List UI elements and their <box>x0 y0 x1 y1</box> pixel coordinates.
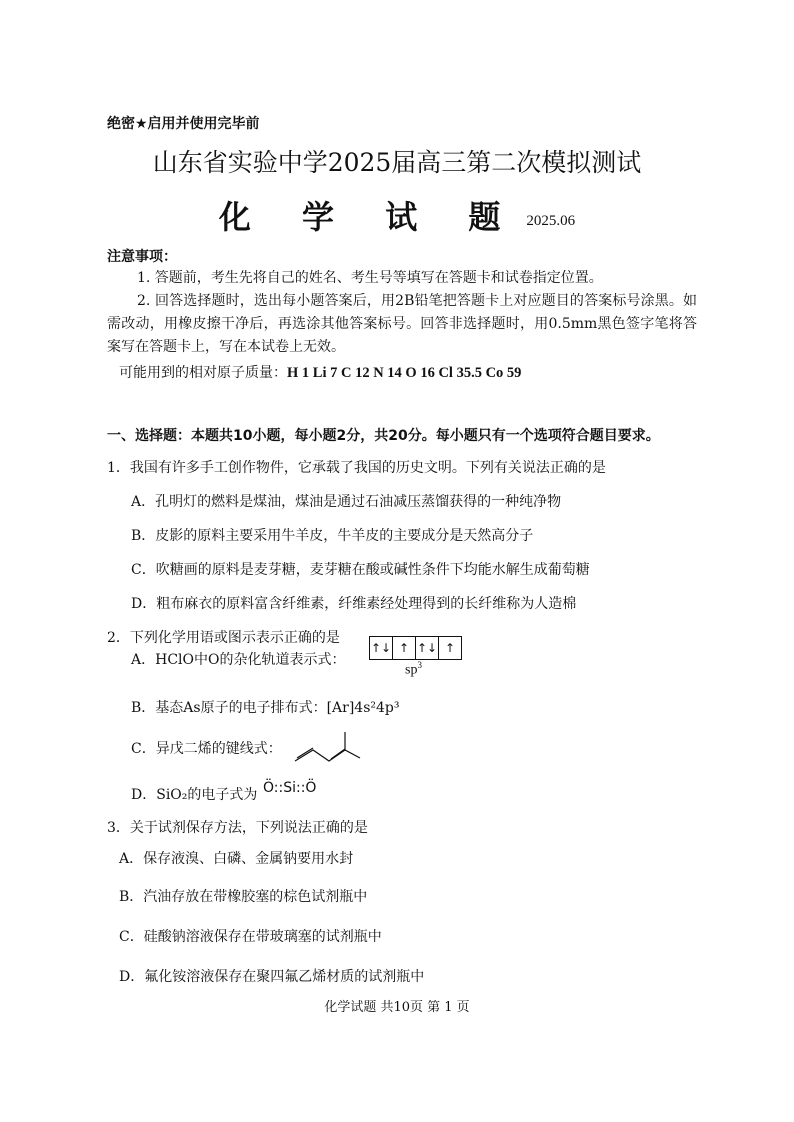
secret-mark: 绝密★启用并使用完毕前 <box>107 116 260 132</box>
atomic-values: H 1 Li 7 C 12 N 14 O 16 Cl 35.5 Co 59 <box>287 365 522 381</box>
question-2-option-d: D．SiO₂的电子式为 <box>131 787 258 803</box>
section-title: 一、选择题：本题共10小题，每小题2分，共20分。每小题只有一个选项符合题目要求。 <box>107 428 660 444</box>
isoprene-skeletal-formula <box>293 728 363 764</box>
question-2-stem: 2．下列化学用语或图示表示正确的是 <box>107 630 340 646</box>
question-1-option-c: C．吹糖画的原料是麦芽糖，麦芽糖在酸或碱性条件下均能水解生成葡萄糖 <box>131 562 590 578</box>
atomic-masses <box>119 362 521 382</box>
notice-title: 注意事项： <box>107 249 177 265</box>
question-3-stem: 3．关于试剂保存方法，下列说法正确的是 <box>107 820 368 836</box>
orbital-diagram <box>369 636 462 660</box>
orbital-cell: ↑↓ <box>416 637 439 659</box>
question-1-option-b: B．皮影的原料主要采用牛羊皮，牛羊皮的主要成分是天然高分子 <box>131 528 534 544</box>
question-1-stem: 1．我国有许多手工创作物件，它承载了我国的历史文明。下列有关说法正确的是 <box>107 460 606 476</box>
question-3-option-a: A．保存液溴、白磷、金属钠要用水封 <box>119 851 354 867</box>
question-1-option-a: A．孔明灯的燃料是煤油，煤油是通过石油减压蒸馏获得的一种纯净物 <box>131 494 562 510</box>
notice-item-1: 1. 答题前，考生先将自己的姓名、考生号等填写在答题卡和试卷指定位置。 <box>137 270 603 286</box>
sio2-electron-formula: Ö::Si::Ö <box>263 780 317 796</box>
orbital-cell: ↑↓ <box>370 637 393 659</box>
question-3-option-b: B．汽油存放在带橡胶塞的棕色试剂瓶中 <box>119 889 368 905</box>
question-1-option-d: D．粗布麻衣的原料富含纤维素，纤维素经处理得到的长纤维称为人造棉 <box>131 596 577 612</box>
subject-row <box>0 192 794 238</box>
notice-item-2: 2. 回答选择题时，选出每小题答案后，用2B铅笔把答题卡上对应题目的答案标号涂黑。如需改动，用橡皮擦干净后，再选涂其他答案标号。回答非选择题时，用0.5mm黑色签字笔将答案写在答题卡上，写在本试卷上无效。 <box>107 293 697 355</box>
question-2-option-a: A．HClO中O的杂化轨道表示式： <box>131 652 346 668</box>
orbital-cell: ↑ <box>444 641 456 655</box>
orbital-cell: ↑ <box>393 637 416 659</box>
question-2-option-c: C．异戊二烯的键线式： <box>131 741 282 757</box>
orbital-label: $sp^3$ <box>405 660 422 678</box>
school-title: 山东省实验中学2025届高三第二次模拟测试 <box>152 148 642 177</box>
question-2-option-b: B．基态As原子的电子排布式：[Ar]4s²4p³ <box>131 700 400 716</box>
question-3-option-c: C．硅酸钠溶液保存在带玻璃塞的试剂瓶中 <box>119 929 382 945</box>
question-3-option-d: D．氟化铵溶液保存在聚四氟乙烯材质的试剂瓶中 <box>119 969 425 985</box>
subject-title: 化 学 试 题 <box>218 198 521 236</box>
exam-date: 2025.06 <box>526 213 576 229</box>
page-footer: 化学试题 共10页 第 1 页 <box>324 1000 470 1015</box>
atomic-label: 可能用到的相对原子质量： <box>119 365 287 381</box>
